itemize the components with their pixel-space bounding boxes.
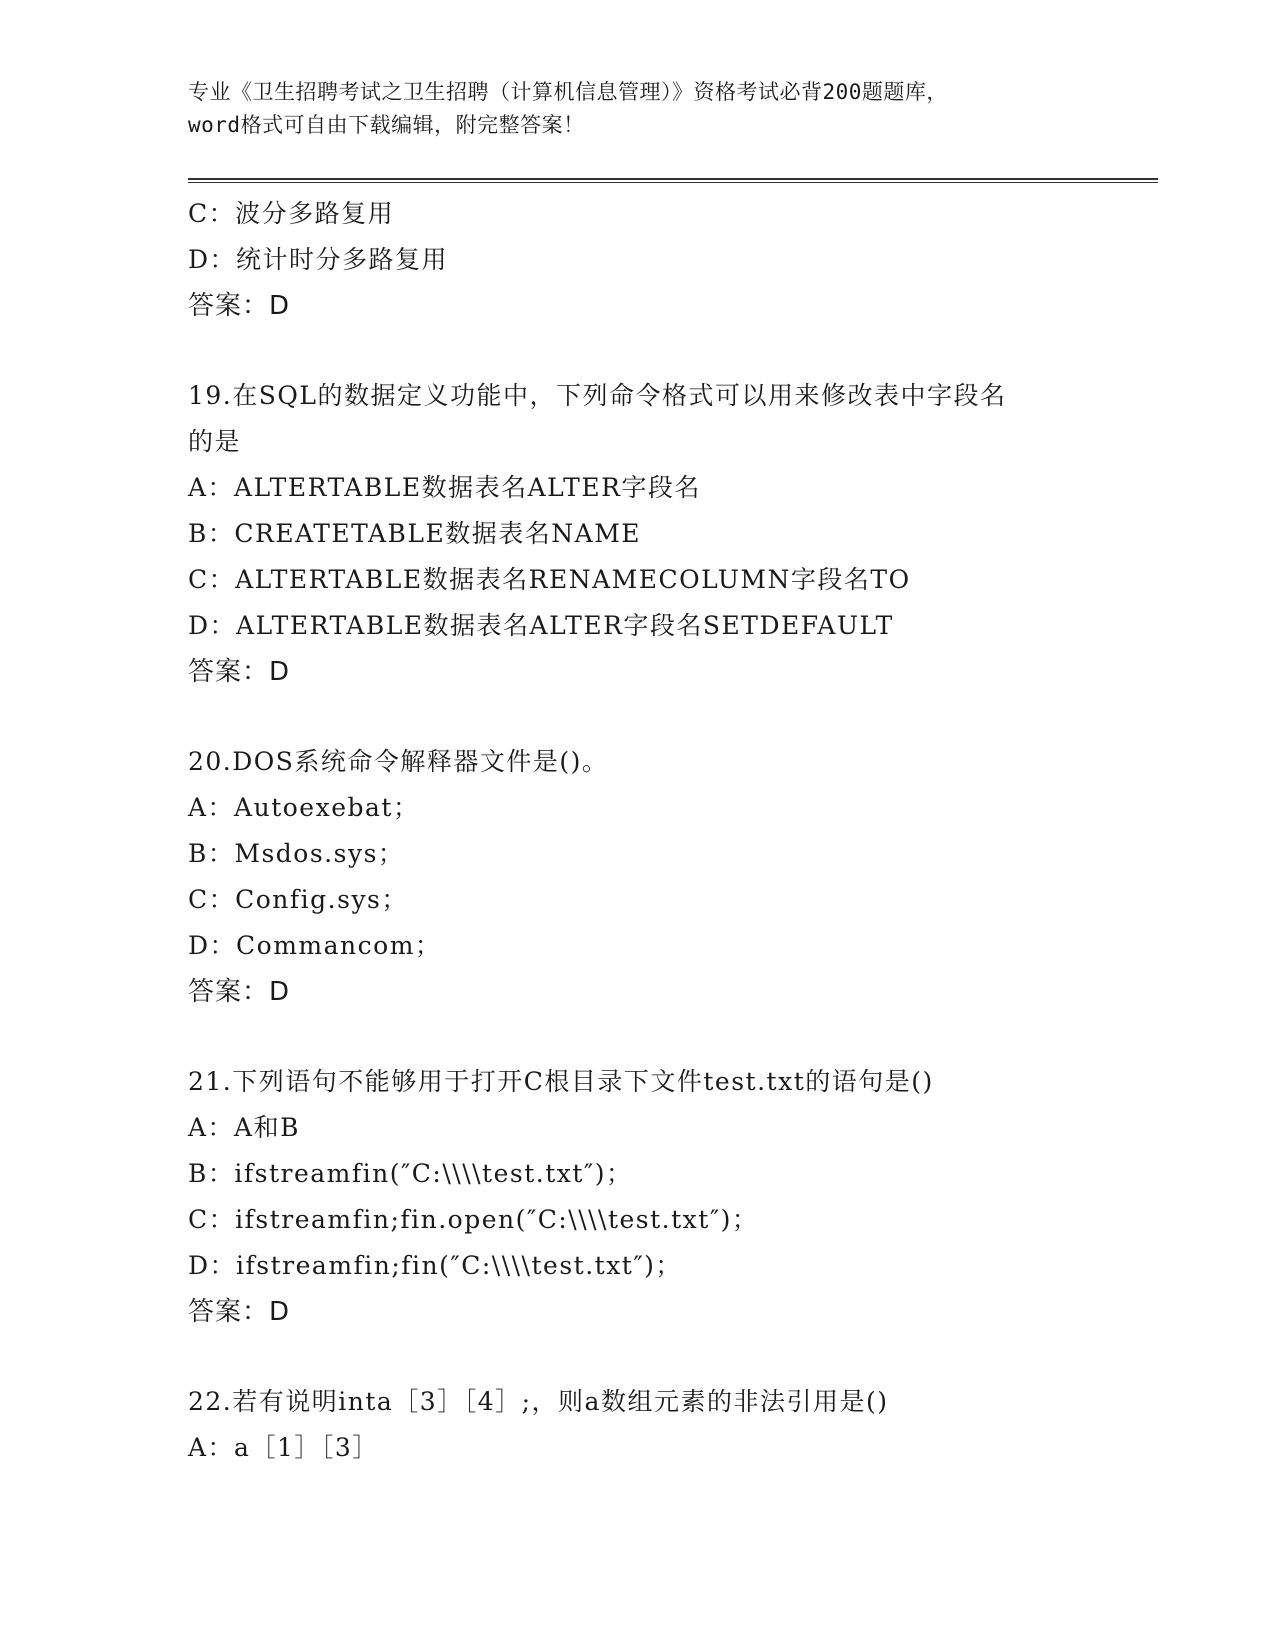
question-stem: 22.若有说明inta［3］［4］;，则a数组元素的非法引用是(): [188, 1387, 889, 1416]
answer-label: 答案：D: [188, 977, 291, 1007]
spacer: [188, 1015, 1088, 1059]
option-d: D：统计时分多路复用: [188, 245, 449, 274]
spacer: [188, 695, 1088, 739]
option-a: A：A和B: [188, 1113, 300, 1142]
spacer: [188, 329, 1088, 373]
option-a: A：Autoexebat；: [188, 793, 420, 822]
answer-label: 答案：D: [188, 657, 291, 687]
option-c: C：Config.sys；: [188, 885, 408, 914]
question-18-continuation: [188, 191, 1088, 329]
answer-label: 答案：D: [188, 291, 291, 321]
option-d: D：Commancom；: [188, 931, 442, 960]
option-b: B：CREATETABLE数据表名NAME: [188, 519, 642, 548]
option-c: C：波分多路复用: [188, 199, 395, 228]
option-d: D：ifstreamfin;fin(″C:\\\\test.txt″)；: [188, 1251, 682, 1280]
header-divider: [188, 178, 1158, 183]
question-stem: 20.DOS系统命令解释器文件是()。: [188, 747, 609, 776]
option-c: C：ALTERTABLE数据表名RENAMECOLUMN字段名TO: [188, 565, 911, 594]
option-b: B：Msdos.sys；: [188, 839, 405, 868]
document-header: [188, 76, 1088, 142]
question-19: [188, 373, 1088, 695]
header-title-line-1: 专业《卫生招聘考试之卫生招聘（计算机信息管理）》资格考试必背200题题库，: [188, 80, 948, 104]
question-stem: 19.在SQL的数据定义功能中，下列命令格式可以用来修改表中字段名: [188, 381, 1007, 410]
question-21: [188, 1059, 1088, 1335]
question-stem: 21.下列语句不能够用于打开C根目录下文件test.txt的语句是(): [188, 1067, 934, 1096]
option-a: A：a［1］［3］: [188, 1433, 379, 1462]
option-a: A：ALTERTABLE数据表名ALTER字段名: [188, 473, 701, 502]
option-c: C：ifstreamfin;fin.open(″C:\\\\test.txt″)；: [188, 1205, 759, 1234]
question-22: [188, 1379, 1088, 1471]
header-title-line-2: word格式可自由下载编辑，附完整答案！: [188, 113, 585, 137]
option-b: B：ifstreamfin(″C:\\\\test.txt″)；: [188, 1159, 633, 1188]
question-stem-continued: 的是: [188, 427, 242, 456]
question-list: [188, 191, 1088, 1471]
question-20: [188, 739, 1088, 1015]
answer-label: 答案：D: [188, 1297, 291, 1327]
spacer: [188, 1335, 1088, 1379]
option-d: D：ALTERTABLE数据表名ALTER字段名SETDEFAULT: [188, 611, 894, 640]
